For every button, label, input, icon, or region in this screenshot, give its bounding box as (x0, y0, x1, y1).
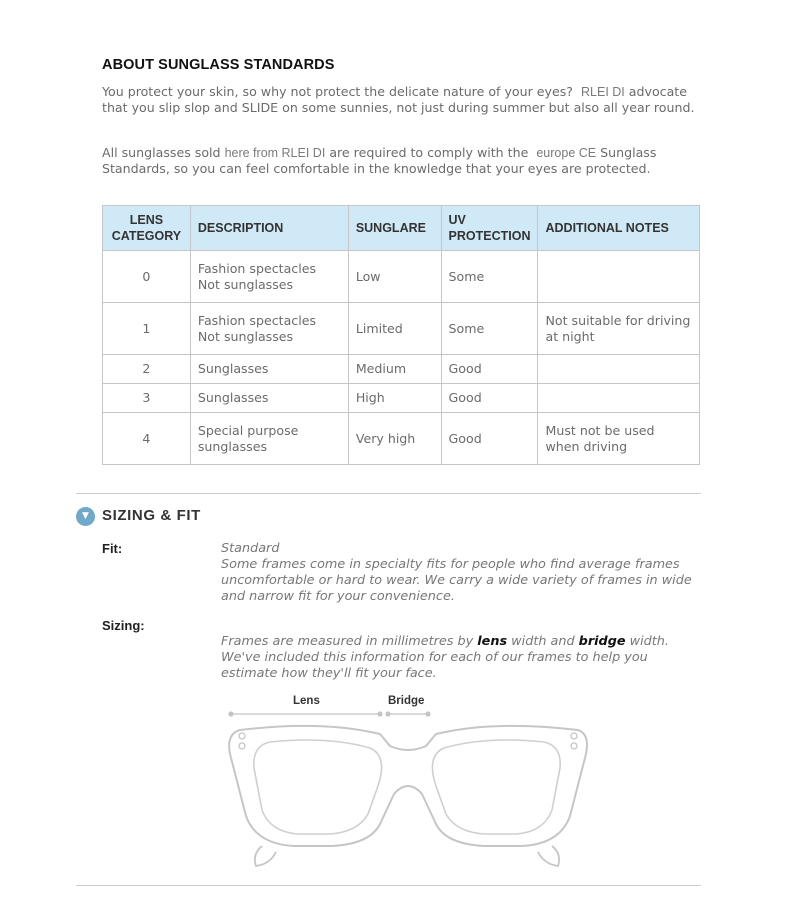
fit-label: Fit: (102, 541, 123, 556)
lens-category-table (102, 205, 700, 465)
cell-category: 1 (103, 303, 191, 355)
cell-notes (538, 251, 700, 303)
cell-notes (538, 384, 700, 413)
glasses-diagram (222, 706, 592, 872)
compliance-text-a: All sunglasses sold (102, 145, 221, 160)
sizing-fit-toggle[interactable]: SIZING & FIT (102, 507, 201, 524)
cell-description: Fashion spectacles Not sunglasses (190, 303, 348, 355)
lens-measure-line (229, 712, 382, 716)
bridge-dimension-label: Bridge (388, 695, 425, 707)
intro-text-b: advocate that you slip slop and SLIDE on some sunnies, not just during summer but also all year round. (102, 84, 695, 115)
cell-uv: Some (441, 303, 538, 355)
sizing-text-c: width. We've included this information for each of our frames to help you estimate how they'll fit your face. (221, 634, 669, 681)
compliance-alt-a: here from RLEI DI (224, 146, 326, 160)
cell-sunglare: Medium (348, 355, 441, 384)
section-divider (76, 493, 701, 494)
standards-heading: ABOUT SUNGLASS STANDARDS (102, 57, 335, 73)
bridge-measure-line (386, 712, 430, 716)
col-header-additional-notes: ADDITIONAL NOTES (538, 206, 700, 251)
lens-emphasis: lens (477, 634, 508, 649)
cell-description: Fashion spectacles Not sunglasses (190, 251, 348, 303)
chevron-down-icon[interactable]: ▼ (76, 507, 95, 526)
lens-dimension-label: Lens (293, 695, 320, 707)
glasses-frame (229, 726, 587, 846)
standards-compliance-paragraph (102, 145, 712, 177)
cell-sunglare: Low (348, 251, 441, 303)
section-divider-bottom (76, 885, 701, 886)
intro-text-a: You protect your skin, so why not protect the delicate nature of your eyes? (102, 84, 573, 99)
col-header-uv-protection: UV PROTECTION (441, 206, 538, 251)
col-header-lens-category: LENS CATEGORY (103, 206, 191, 251)
table-row (103, 355, 700, 384)
temple-tips (255, 846, 559, 866)
brand-name: RLEI DI (581, 85, 625, 99)
cell-uv: Good (441, 355, 538, 384)
cell-notes (538, 355, 700, 384)
sizing-description (221, 634, 701, 682)
right-lens (432, 740, 560, 834)
cell-description: Sunglasses (190, 355, 348, 384)
fit-description: Some frames come in specialty fits for people who find average frames uncomfortable or hard to wear. We carry a wide variety of frames in wide and narrow fit for your convenience. (221, 557, 692, 604)
table-row (103, 251, 700, 303)
cell-sunglare: Limited (348, 303, 441, 355)
table-header-row (103, 206, 700, 251)
cell-description: Sunglasses (190, 384, 348, 413)
cell-sunglare: High (348, 384, 441, 413)
cell-notes: Must not be used when driving (538, 413, 700, 465)
compliance-text-b: are required to comply with the (329, 145, 529, 160)
sizing-text-b: width and (511, 634, 575, 649)
cell-uv: Good (441, 384, 538, 413)
standards-intro-paragraph (102, 84, 712, 116)
cell-category: 2 (103, 355, 191, 384)
table-row (103, 384, 700, 413)
compliance-alt-b: europe CE (536, 146, 597, 160)
cell-notes: Not suitable for driving at night (538, 303, 700, 355)
cell-uv: Some (441, 251, 538, 303)
col-header-sunglare: SUNGLARE (348, 206, 441, 251)
left-lens (254, 740, 382, 834)
cell-sunglare: Very high (348, 413, 441, 465)
sizing-label: Sizing: (102, 618, 145, 633)
cell-category: 4 (103, 413, 191, 465)
compliance-text-c: Sunglass Standards, so you can feel comfortable in the knowledge that your eyes are protected. (102, 145, 657, 176)
cell-uv: Good (441, 413, 538, 465)
table-row (103, 303, 700, 355)
cell-category: 0 (103, 251, 191, 303)
fit-value: Standard (221, 541, 280, 556)
table-row (103, 413, 700, 465)
cell-description: Special purpose sunglasses (190, 413, 348, 465)
cell-category: 3 (103, 384, 191, 413)
sizing-text-a: Frames are measured in millimetres by (221, 634, 474, 649)
bridge-emphasis: bridge (578, 634, 626, 649)
col-header-description: DESCRIPTION (190, 206, 348, 251)
